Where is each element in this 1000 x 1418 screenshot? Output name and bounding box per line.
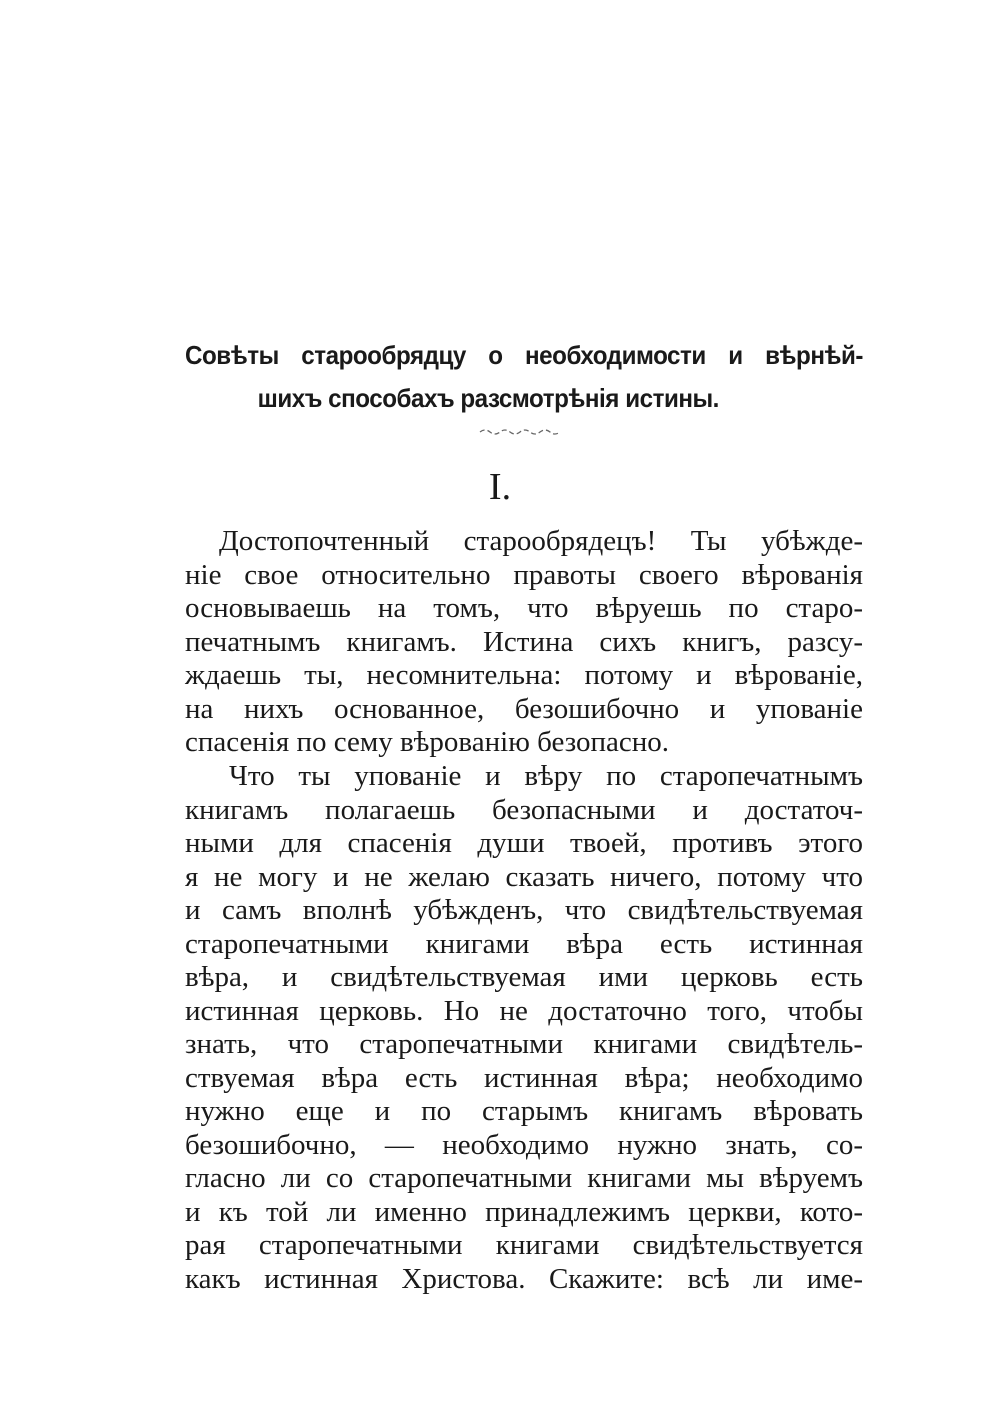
text-line: нужно еще и по старымъ книгамъ вѣровать — [185, 1095, 863, 1127]
text-line: основываешь на томъ, что вѣруешь по старо- — [185, 592, 863, 624]
text-line: ствуемая вѣра есть истинная вѣра; необходимо — [185, 1061, 863, 1094]
text-line: какъ истинная Христова. Скажите: всѣ ли име- — [185, 1262, 863, 1295]
paragraph-1 — [185, 525, 863, 760]
text-line: я не могу и не желаю сказать ничего, потому что — [185, 860, 863, 893]
text-line: книгамъ полагаешь безопасными и достаточ- — [185, 793, 863, 826]
paragraph-2 — [185, 760, 863, 1296]
text-line: старопечатными книгами вѣра есть истинная — [185, 927, 863, 960]
wavy-line-ornament-icon — [478, 424, 568, 438]
text-line: гласно ли со старопечатными книгами мы вѣруемъ — [185, 1162, 863, 1194]
text-line: и къ той ли именно принадлежимъ церкви, кото- — [185, 1195, 863, 1228]
text-line: безошибочно, — необходимо нужно знать, со- — [185, 1128, 863, 1161]
text-line: ными для спасенія души твоей, противъ этого — [185, 827, 863, 859]
title-line-1: Совѣты старообрядцу о необходимости и вѣрнѣй- — [185, 340, 863, 370]
text-line: знать, что старопечатными книгами свидѣтель- — [185, 1028, 863, 1060]
text-line: истинная церковь. Но не достаточно того, чтобы — [185, 994, 863, 1027]
title-line-2: шихъ способахъ разсмотрѣнія истины. — [257, 383, 719, 413]
text-line: и самъ вполнѣ убѣжденъ, что свидѣтельствуемая — [185, 894, 863, 926]
text-line: рая старопечатными книгами свидѣтельствуется — [185, 1229, 863, 1261]
text-line: Достопочтенный старообрядецъ! Ты убѣжде- — [219, 525, 863, 557]
text-line: на нихъ основанное, безошибочно и упованіе — [185, 692, 863, 725]
text-line: вѣра, и свидѣтельствуемая ими церковь есть — [185, 961, 863, 993]
text-line: ніе свое относительно правоты своего вѣрованія — [185, 558, 863, 591]
text-line: печатнымъ книгамъ. Истина сихъ книгъ, разсу- — [185, 625, 863, 658]
text-line: ждаешь ты, несомнительна: потому и вѣрованіе, — [185, 659, 863, 691]
text-line: спасенія по сему вѣрованію безопасно. — [185, 726, 670, 758]
section-number: I. — [488, 466, 512, 508]
text-line: Что ты упованіе и вѣру по старопечатнымъ — [229, 760, 863, 792]
